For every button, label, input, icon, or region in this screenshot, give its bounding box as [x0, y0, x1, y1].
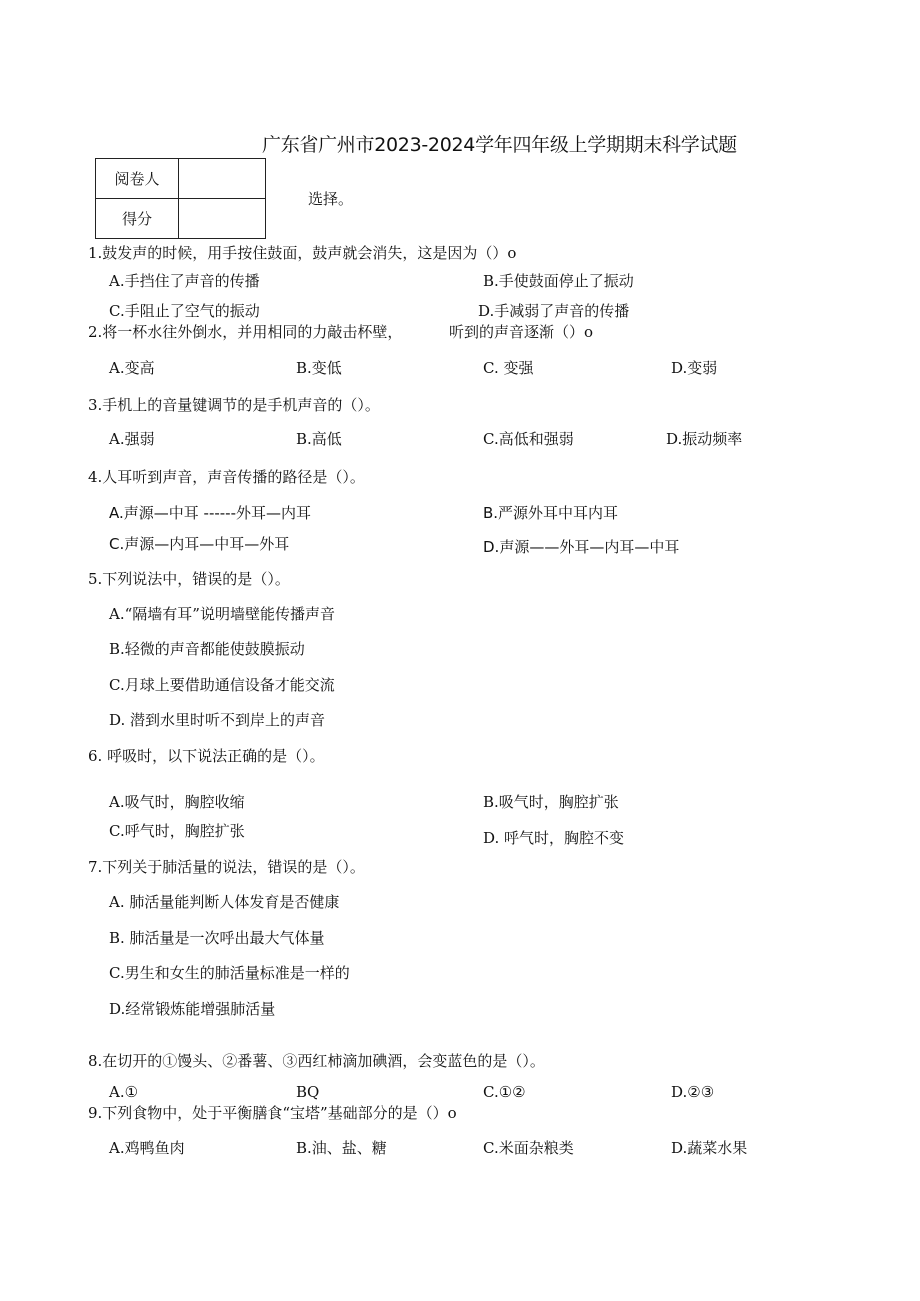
question-7-option-a[interactable]: A. 肺活量能判断人体发育是否健康	[109, 893, 340, 911]
question-5-option-a[interactable]: A.“隔墙有耳”说明墙壁能传播声音	[109, 605, 335, 623]
question-4-option-d[interactable]: D.声源——外耳—内耳—中耳	[483, 538, 680, 556]
question-1-option-b[interactable]: B.手使鼓面停止了振动	[483, 272, 634, 290]
question-2-option-c[interactable]: C. 变强	[483, 359, 534, 377]
score-table	[95, 158, 266, 239]
question-2-stem: 2.将一杯水往外倒水，并用相同的力敲击杯壁，	[88, 323, 403, 341]
question-3-option-c[interactable]: C.高低和强弱	[483, 430, 574, 448]
question-5-option-d[interactable]: D. 潜到水里时听不到岸上的声音	[109, 711, 326, 729]
question-9-option-d[interactable]: D.蔬菜水果	[671, 1139, 748, 1157]
question-4-stem: 4.人耳听到声音，声音传播的路径是（）。	[88, 468, 365, 486]
question-1-stem: 1.鼓发声的时候，用手按住鼓面，鼓声就会消失，这是因为（）o	[88, 244, 517, 262]
question-6-stem: 6. 呼吸时，以下说法正确的是（）。	[88, 747, 325, 765]
question-8-option-c[interactable]: C.①②	[483, 1083, 526, 1101]
question-8-stem: 8.在切开的①馒头、②番薯、③西红柿滴加碘酒，会变蓝色的是（）。	[88, 1052, 545, 1070]
question-4-option-a[interactable]: A.声源—中耳 ------外耳—内耳	[109, 504, 312, 522]
question-8-option-d[interactable]: D.②③	[671, 1083, 715, 1101]
question-8-option-b[interactable]: BQ	[296, 1083, 320, 1101]
question-7-option-b[interactable]: B. 肺活量是一次呼出最大气体量	[109, 929, 325, 947]
question-6-option-b[interactable]: B.吸气时，胸腔扩张	[483, 793, 619, 811]
question-2-option-b[interactable]: B.变低	[296, 359, 342, 377]
question-5-stem: 5.下列说法中，错误的是（）。	[88, 570, 290, 588]
question-6-option-c[interactable]: C.呼气时，胸腔扩张	[109, 822, 245, 840]
question-3-option-a[interactable]: A.强弱	[109, 430, 155, 448]
question-1-option-a[interactable]: A.手挡住了声音的传播	[109, 272, 260, 290]
question-9-option-c[interactable]: C.米面杂粮类	[483, 1139, 574, 1157]
question-7-option-d[interactable]: D.经常锻炼能增强肺活量	[109, 1000, 276, 1018]
question-5-option-c[interactable]: C.月球上要借助通信设备才能交流	[109, 676, 335, 694]
question-1-option-d[interactable]: D.手减弱了声音的传播	[478, 302, 630, 320]
question-6-option-d[interactable]: D. 呼气时，胸腔不变	[483, 829, 625, 847]
question-8-option-a[interactable]: A.①	[109, 1083, 139, 1101]
question-3-option-d[interactable]: D.振动频率	[666, 430, 743, 448]
question-3-stem: 3.手机上的音量键调节的是手机声音的（）。	[88, 396, 380, 414]
page-title: 广东省广州市2023-2024学年四年级上学期期末科学试题	[262, 134, 737, 156]
question-3-option-b[interactable]: B.高低	[296, 430, 342, 448]
question-6-option-a[interactable]: A.吸气时，胸腔收缩	[109, 793, 245, 811]
question-7-stem: 7.下列关于肺活量的说法，错误的是（）。	[88, 858, 365, 876]
question-2-option-a[interactable]: A.变高	[109, 359, 155, 377]
question-9-option-b[interactable]: B.油、盐、糖	[296, 1139, 387, 1157]
reader-cell	[179, 159, 266, 199]
question-9-option-a[interactable]: A.鸡鸭鱼肉	[109, 1139, 185, 1157]
score-label: 得分	[96, 199, 179, 239]
question-1-option-c[interactable]: C.手阻止了空气的振动	[109, 302, 260, 320]
question-4-option-c[interactable]: C.声源—内耳—中耳—外耳	[109, 535, 290, 553]
reader-label: 阅卷人	[96, 159, 179, 199]
question-9-stem: 9.下列食物中，处于平衡膳食“宝塔”基础部分的是（）o	[88, 1104, 457, 1122]
question-5-option-b[interactable]: B.轻微的声音都能使鼓膜振动	[109, 640, 305, 658]
question-2-option-d[interactable]: D.变弱	[671, 359, 718, 377]
score-cell	[179, 199, 266, 239]
question-4-option-b[interactable]: B.严源外耳中耳内耳	[483, 504, 619, 522]
question-7-option-c[interactable]: C.男生和女生的肺活量标准是一样的	[109, 964, 350, 982]
section-heading: 选择。	[308, 190, 354, 208]
question-2-stem-continued: 听到的声音逐渐（）o	[449, 323, 594, 341]
